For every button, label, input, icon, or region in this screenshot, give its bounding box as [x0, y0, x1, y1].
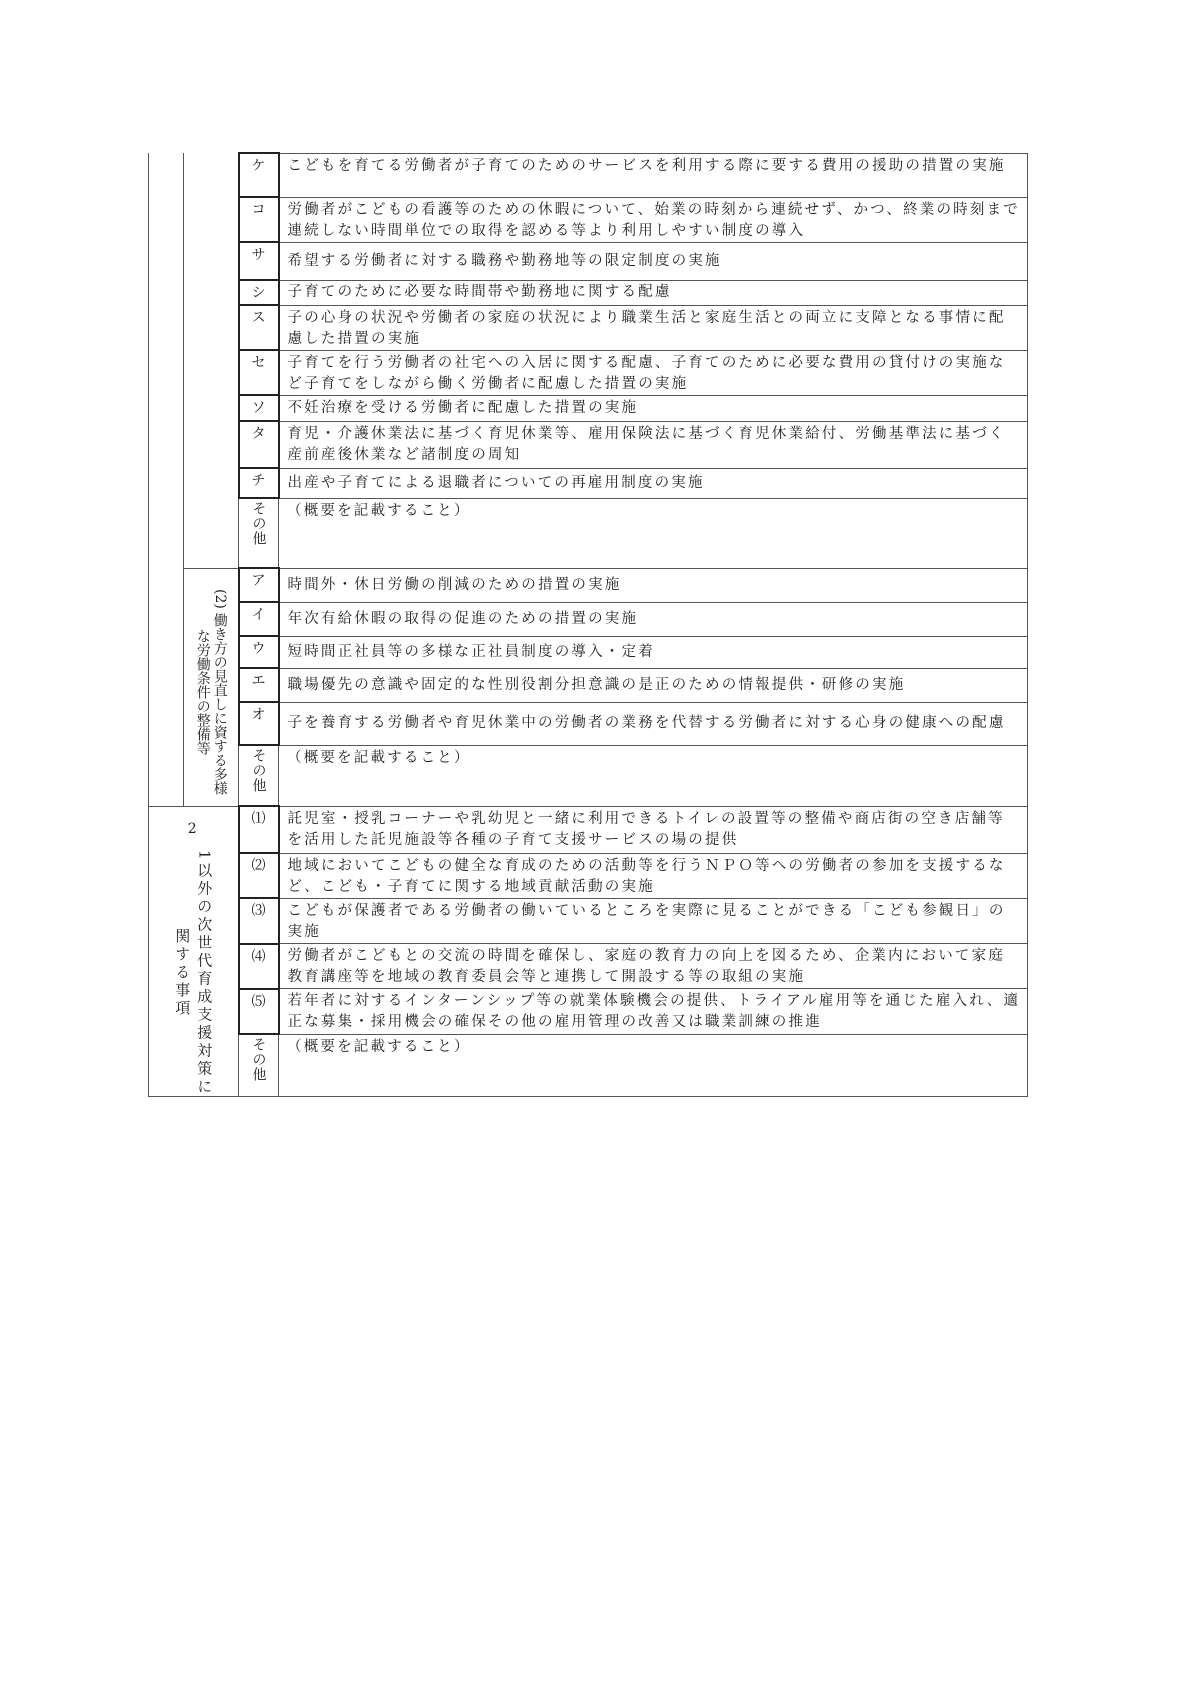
item-text: 不妊治療を受ける労働者に配慮した措置の実施: [279, 395, 1028, 421]
item-label: ウ: [239, 636, 279, 668]
item-label: チ: [239, 468, 279, 498]
item-label: ⑷: [239, 944, 279, 989]
table-row: [149, 602, 1028, 636]
item-label: セ: [239, 350, 279, 395]
table-row: [149, 898, 1028, 943]
table-row: [149, 668, 1028, 702]
item-label: エ: [239, 668, 279, 702]
item-text: 希望する労働者に対する職務や勤務地等の限定制度の実施: [279, 242, 1028, 280]
section1-sub2-heading: [184, 568, 239, 806]
item-label: ⑴: [239, 806, 279, 853]
item-label: ⑶: [239, 898, 279, 943]
other-row: [149, 745, 1028, 806]
section1-sub1-column: [184, 153, 239, 568]
item-label: シ: [239, 280, 279, 305]
other-label: [239, 1034, 279, 1096]
table-row: [149, 468, 1028, 498]
other-label: [239, 498, 279, 568]
item-label: ソ: [239, 395, 279, 421]
section2-heading: [149, 806, 239, 1097]
section1-column: [149, 153, 184, 806]
item-text: 労働者がこどもの看護等のための休暇について、始業の時刻から連続せず、かつ、終業の時刻まで連続しない時間単位での取得を認める等より利用しやすい制度の導入: [279, 197, 1028, 242]
item-text: 労働者がこどもとの交流の時間を確保し、家庭の教育力の向上を図るため、企業内において家庭教育講座等を地域の教育委員会等と連携して開設する等の取組の実施: [279, 944, 1028, 989]
table-row: [149, 153, 1028, 197]
table-row: [149, 806, 1028, 853]
table-row: [149, 421, 1028, 468]
other-row: [149, 1034, 1028, 1096]
item-label: ス: [239, 305, 279, 350]
item-text: 出産や子育てによる退職者についての再雇用制度の実施: [279, 468, 1028, 498]
other-label-text: その他: [250, 748, 267, 793]
other-row: [149, 498, 1028, 568]
table-row: [149, 242, 1028, 280]
item-label: イ: [239, 602, 279, 636]
item-text: 託児室・授乳コーナーや乳幼児と一緒に利用できるトイレの設置等の整備や商店街の空き店舗等を活用した託児施設等各種の子育て支援サービスの場の提供: [279, 806, 1028, 853]
section2-number: 2: [187, 820, 199, 837]
sub2-title-line2: な労働条件の整備等: [194, 628, 211, 755]
item-text: 年次有給休暇の取得の促進のための措置の実施: [279, 602, 1028, 636]
item-text: 職場優先の意識や固定的な性別役割分担意識の是正のための情報提供・研修の実施: [279, 668, 1028, 702]
table-row: [149, 944, 1028, 989]
section2-title-line1: 1以外の次世代育成支援対策に: [195, 849, 214, 1097]
table-row: [149, 853, 1028, 898]
table-row: [149, 305, 1028, 350]
item-text: 若年者に対するインターンシップ等の就業体験機会の提供、トライアル雇用等を通じた雇入れ、適正な募集・採用機会の確保その他の雇用管理の改善又は職業訓練の推進: [279, 989, 1028, 1034]
table-row: [149, 197, 1028, 242]
other-label-text: その他: [250, 501, 267, 546]
other-label: [239, 745, 279, 806]
item-label: ⑸: [239, 989, 279, 1034]
item-label: オ: [239, 702, 279, 745]
item-label: サ: [239, 242, 279, 280]
item-label: コ: [239, 197, 279, 242]
table-row: [149, 350, 1028, 395]
measures-table: [148, 152, 1028, 1097]
table-row: [149, 636, 1028, 668]
item-text: 短時間正社員等の多様な正社員制度の導入・定着: [279, 636, 1028, 668]
item-label: タ: [239, 421, 279, 468]
table-row: [149, 989, 1028, 1034]
sub2-title-line1: (2) 働き方の見直しに資する多様: [211, 588, 228, 795]
table-row: [149, 702, 1028, 745]
item-text: 時間外・休日労働の削減のための措置の実施: [279, 568, 1028, 602]
item-text: 子育てを行う労働者の社宅への入居に関する配慮、子育てのために必要な費用の貸付けの実施など子育てをしながら働く労働者に配慮した措置の実施: [279, 350, 1028, 395]
item-text: 子の心身の状況や労働者の家庭の状況により職業生活と家庭生活との両立に支障となる事情に配慮した措置の実施: [279, 305, 1028, 350]
item-text: 地域においてこどもの健全な育成のための活動等を行うＮＰＯ等への労働者の参加を支援するなど、こども・子育てに関する地域貢献活動の実施: [279, 853, 1028, 898]
other-description-field[interactable]: （概要を記載すること）: [279, 498, 1028, 568]
item-label: ケ: [239, 153, 279, 197]
other-description-field[interactable]: （概要を記載すること）: [279, 1034, 1028, 1096]
section2-title-line2: 関する事項: [173, 927, 192, 1018]
table-row: [149, 568, 1028, 602]
item-text: こどもが保護者である労働者の働いているところを実際に見ることができる「こども参観日」の実施: [279, 898, 1028, 943]
item-text: 育児・介護休業法に基づく育児休業等、雇用保険法に基づく育児休業給付、労働基準法に基づく産前産後休業など諸制度の周知: [279, 421, 1028, 468]
table-row: [149, 395, 1028, 421]
item-text: こどもを育てる労働者が子育てのためのサービスを利用する際に要する費用の援助の措置の実施: [279, 153, 1028, 197]
item-label: ⑵: [239, 853, 279, 898]
item-text: 子を養育する労働者や育児休業中の労働者の業務を代替する労働者に対する心身の健康への配慮: [279, 702, 1028, 745]
item-label: ア: [239, 568, 279, 602]
other-description-field[interactable]: （概要を記載すること）: [279, 745, 1028, 806]
other-label-text: その他: [250, 1037, 267, 1083]
item-text: 子育てのために必要な時間帯や勤務地に関する配慮: [279, 280, 1028, 305]
table-row: [149, 280, 1028, 305]
